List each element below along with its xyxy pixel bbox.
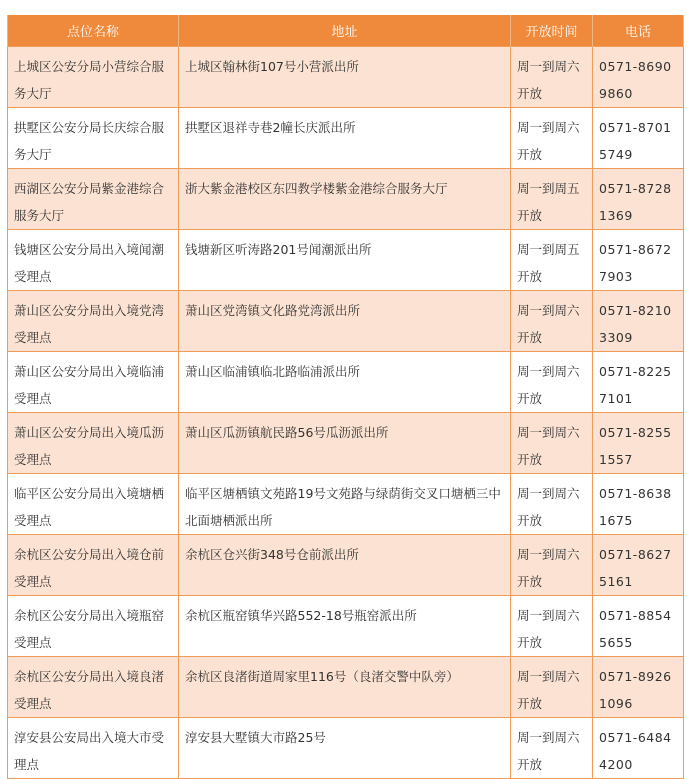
cell-name: 钱塘区公安分局出入境闻潮受理点 [8,230,179,291]
cell-name: 萧山区公安分局出入境党湾受理点 [8,291,179,352]
table-header-row [8,15,684,47]
table-row [8,169,684,230]
cell-hours: 周一到周六开放 [511,718,593,779]
cell-phone: 0571-86275161 [593,535,684,596]
cell-hours: 周一到周六开放 [511,474,593,535]
cell-hours: 周一到周六开放 [511,352,593,413]
service-points-table-wrapper [7,15,683,779]
table-row [8,718,684,779]
table-row [8,108,684,169]
cell-phone: 0571-86909860 [593,47,684,108]
cell-hours: 周一到周六开放 [511,291,593,352]
cell-hours: 周一到周六开放 [511,657,593,718]
cell-hours: 周一到周六开放 [511,535,593,596]
cell-address: 余杭区瓶窑镇华兴路552-18号瓶窑派出所 [179,596,511,657]
header-phone: 电话 [593,15,684,47]
cell-phone: 0571-89261096 [593,657,684,718]
cell-address: 临平区塘栖镇文苑路19号文苑路与绿荫街交叉口塘栖三中北面塘栖派出所 [179,474,511,535]
cell-address: 上城区翰林街107号小营派出所 [179,47,511,108]
cell-name: 拱墅区公安分局长庆综合服务大厅 [8,108,179,169]
table-row [8,657,684,718]
cell-phone: 0571-82103309 [593,291,684,352]
cell-address: 淳安县大墅镇大市路25号 [179,718,511,779]
cell-phone: 0571-87281369 [593,169,684,230]
cell-address: 萧山区党湾镇文化路党湾派出所 [179,291,511,352]
table-row [8,352,684,413]
cell-phone: 0571-88545655 [593,596,684,657]
table-row [8,413,684,474]
header-hours: 开放时间 [511,15,593,47]
cell-hours: 周一到周六开放 [511,108,593,169]
cell-address: 余杭区仓兴街348号仓前派出所 [179,535,511,596]
cell-name: 萧山区公安分局出入境临浦受理点 [8,352,179,413]
table-row [8,535,684,596]
cell-name: 西湖区公安分局紫金港综合服务大厅 [8,169,179,230]
cell-phone: 0571-87015749 [593,108,684,169]
cell-hours: 周一到周五开放 [511,169,593,230]
header-name: 点位名称 [8,15,179,47]
cell-address: 余杭区良渚街道周家里116号（良渚交警中队旁） [179,657,511,718]
cell-hours: 周一到周五开放 [511,230,593,291]
cell-phone: 0571-86381675 [593,474,684,535]
cell-phone: 0571-82257101 [593,352,684,413]
cell-name: 萧山区公安分局出入境瓜沥受理点 [8,413,179,474]
cell-hours: 周一到周六开放 [511,413,593,474]
cell-address: 钱塘新区听涛路201号闻潮派出所 [179,230,511,291]
cell-phone: 0571-64844200 [593,718,684,779]
header-address: 地址 [179,15,511,47]
cell-hours: 周一到周六开放 [511,47,593,108]
table-row [8,474,684,535]
cell-name: 淳安县公安局出入境大市受理点 [8,718,179,779]
cell-name: 余杭区公安分局出入境仓前受理点 [8,535,179,596]
table-row [8,596,684,657]
service-points-table [7,15,684,779]
cell-name: 临平区公安分局出入境塘栖受理点 [8,474,179,535]
cell-address: 萧山区临浦镇临北路临浦派出所 [179,352,511,413]
cell-name: 上城区公安分局小营综合服务大厅 [8,47,179,108]
table-row [8,291,684,352]
cell-address: 萧山区瓜沥镇航民路56号瓜沥派出所 [179,413,511,474]
cell-name: 余杭区公安分局出入境瓶窑受理点 [8,596,179,657]
cell-name: 余杭区公安分局出入境良渚受理点 [8,657,179,718]
cell-phone: 0571-86727903 [593,230,684,291]
cell-address: 拱墅区退祥寺巷2幢长庆派出所 [179,108,511,169]
cell-hours: 周一到周六开放 [511,596,593,657]
table-row [8,47,684,108]
cell-address: 浙大紫金港校区东四教学楼紫金港综合服务大厅 [179,169,511,230]
table-row [8,230,684,291]
cell-phone: 0571-82551557 [593,413,684,474]
